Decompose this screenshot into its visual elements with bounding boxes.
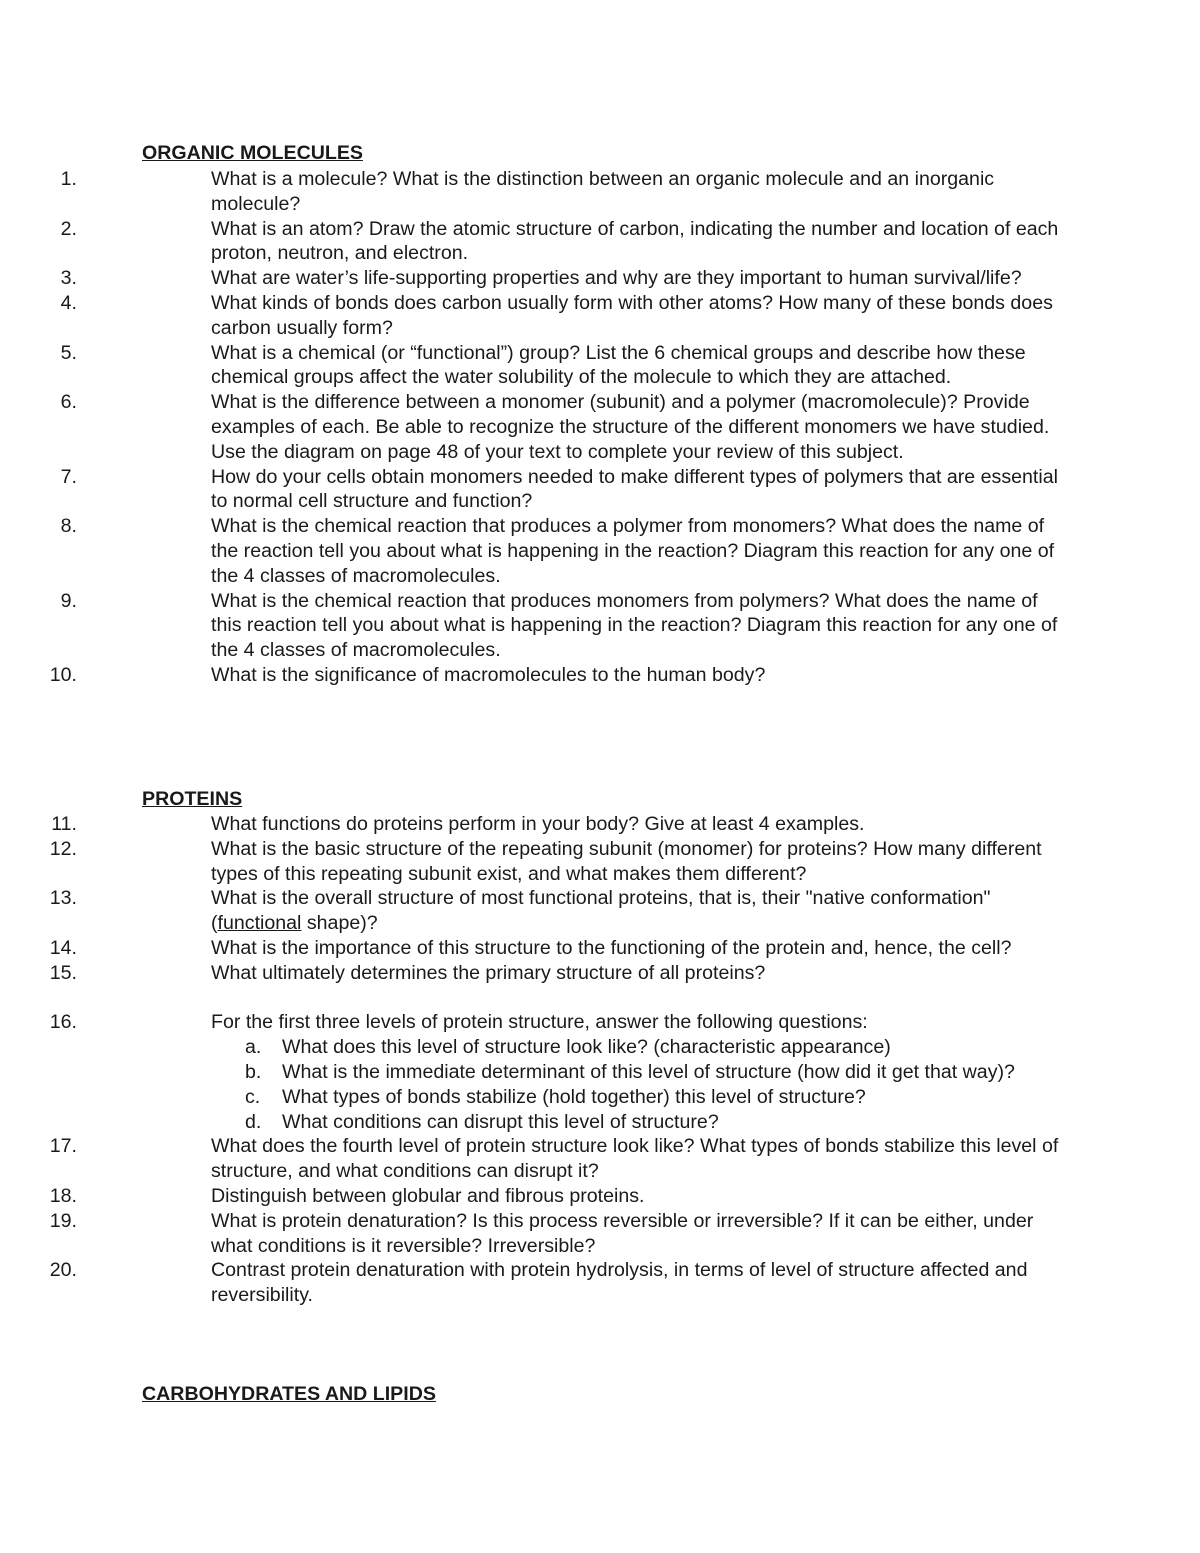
underlined-word: functional <box>217 912 302 935</box>
question-item: 2. What is an atom? Draw the atomic structure of carbon, indicating the number and location of each proton, neutron, and electron. <box>60 217 1059 265</box>
question-item: 19. What is protein denaturation? Is this process reversible or irreversible? If it can be either, under what conditions is it reversible? Irreversible? <box>49 1209 1034 1257</box>
question-item: 8. What is the chemical reaction that produces a polymer from monomers? What does the name of the reaction tell you about what is happening in the reaction? Diagram this reaction for any one of the 4 classes of macromolecules. <box>60 515 1055 587</box>
question-item: 18. Distinguish between globular and fibrous proteins. <box>49 1184 645 1207</box>
question-item: 16. For the first three levels of protein structure, answer the following questions: a. What does this level of structure look like? (characteristic appearance) b. What is the immediate determinant of this level of structure (how did it get that way)? c. What types of bonds stabilize (hold together) this level of structure? d. What conditions can disrupt this level of structure? <box>0 1010 1071 1134</box>
question-item: 4. What kinds of bonds does carbon usually form with other atoms? How many of these bonds does carbon usually form? <box>60 291 1053 339</box>
question-item: 9. What is the chemical reaction that produces monomers from polymers? What does the name of this reaction tell you about what is happening in the reaction? Diagram this reaction for any one of the 4 classes of macromolecules. <box>60 589 1058 662</box>
question-item: 15. What ultimately determines the primary structure of all proteins? <box>49 961 766 984</box>
sub-question-item: b. What is the immediate determinant of this level of structure (how did it get that way)? <box>245 1060 1015 1083</box>
sub-question-list <box>211 1035 1071 1134</box>
question-item: 5. What is a chemical (or “functional”) group? List the 6 chemical groups and describe how these chemical groups affect the water solubility of the molecule to which they are attached. <box>60 341 1026 389</box>
question-item: 13. What is the overall structure of most functional proteins, that is, their "native conformation" (functional shape)? <box>49 887 991 935</box>
question-item: 11. What functions do proteins perform in your body? Give at least 4 examples. <box>51 813 865 835</box>
question-item: 7. How do your cells obtain monomers needed to make different types of polymers that are essential to normal cell structure and function? <box>60 465 1058 513</box>
question-item: 20. Contrast protein denaturation with protein hydrolysis, in terms of level of structure affected and reversibility. <box>49 1259 1028 1307</box>
section-heading-carbohydrates-lipids: CARBOHYDRATES AND LIPIDS <box>142 1383 436 1405</box>
sub-question-item: c. What types of bonds stabilize (hold together) this level of structure? <box>245 1085 866 1108</box>
question-item: 3. What are water’s life-supporting properties and why are they important to human survival/life? <box>60 267 1022 290</box>
proteins-list <box>0 812 1200 1308</box>
organic-molecules-list <box>0 167 1200 688</box>
question-item: 10. What is the significance of macromolecules to the human body? <box>49 663 766 686</box>
question-item: 14. What is the importance of this structure to the functioning of the protein and, hence, the cell? <box>49 936 1012 959</box>
question-item: 17. What does the fourth level of protein structure look like? What types of bonds stabilize this level of structure, and what conditions can disrupt it? <box>49 1135 1059 1183</box>
question-item: 6. What is the difference between a monomer (subunit) and a polymer (macromolecule)? Provide examples of each. Be able to recognize the structure of the different monomers we have studied. Use the diagram on page 48 of your text to complete your review of this subject. <box>60 391 1050 463</box>
blank-line <box>0 986 1200 1011</box>
section-heading-proteins: PROTEINS <box>142 788 243 810</box>
question-item: 1. What is a molecule? What is the distinction between an organic molecule and an inorganic molecule? <box>60 168 995 215</box>
question-item: 12. What is the basic structure of the repeating subunit (monomer) for proteins? How many different types of this repeating subunit exist, and what makes them different? <box>49 837 1042 885</box>
sub-question-item: d. What conditions can disrupt this level of structure? <box>245 1110 719 1133</box>
sub-question-item: a. What does this level of structure look like? (characteristic appearance) <box>245 1036 891 1059</box>
section-heading-organic-molecules: ORGANIC MOLECULES <box>142 142 363 164</box>
